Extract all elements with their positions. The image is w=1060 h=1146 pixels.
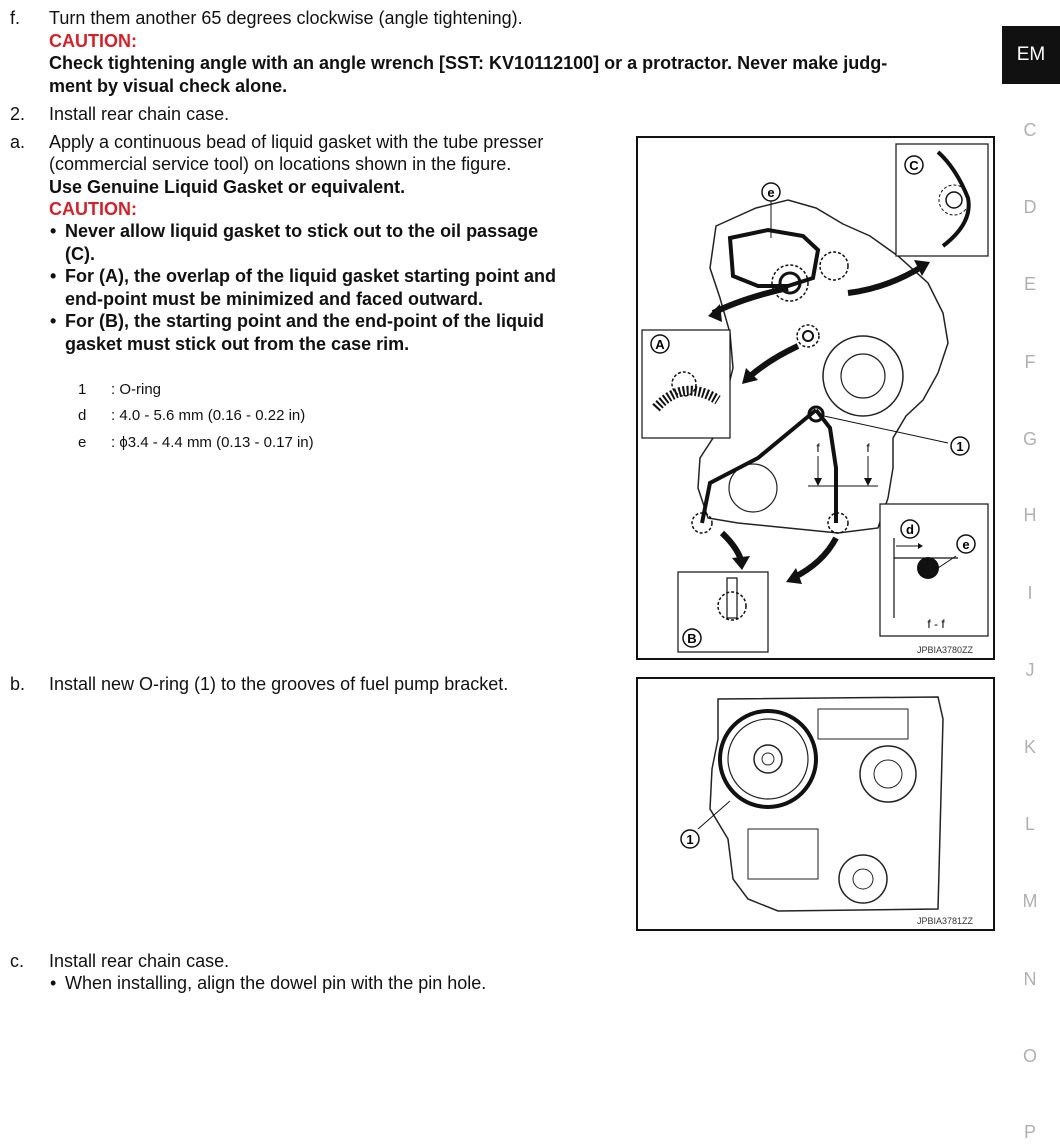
figure-o-ring	[636, 677, 995, 931]
gasket-diagram	[638, 138, 993, 658]
bullet-3-line2: gasket must stick out from the case rim.	[65, 334, 410, 354]
step-a-line1: Apply a continuous bead of liquid gasket with the tube presser	[49, 132, 544, 152]
side-index-i[interactable]: I	[1027, 583, 1033, 603]
side-index-d[interactable]: D	[1023, 197, 1037, 217]
label-b: B	[687, 631, 697, 646]
legend-value-1: : O-ring	[111, 381, 162, 398]
figure-2-code: JPBIA3781ZZ	[916, 916, 973, 926]
step-b-marker: b.	[10, 674, 26, 694]
side-index-p[interactable]: P	[1023, 1122, 1036, 1142]
label-d: d	[906, 522, 914, 537]
bullet-1-line1: Never allow liquid gasket to stick out to the oil passage	[65, 221, 539, 241]
step-a-caution-label: CAUTION:	[49, 199, 137, 219]
legend-value-e: : ϕ3.4 - 4.4 mm (0.13 - 0.17 in)	[111, 434, 314, 451]
side-index-l[interactable]: L	[1024, 814, 1035, 834]
side-index-o[interactable]: O	[1022, 1046, 1037, 1066]
side-index-k[interactable]: K	[1023, 737, 1036, 757]
side-index-f[interactable]: F	[1024, 352, 1036, 372]
step-b-text: Install new O-ring (1) to the grooves of fuel pump bracket.	[49, 674, 509, 694]
label-a: A	[655, 337, 665, 352]
step-c-text: Install rear chain case.	[49, 951, 230, 971]
side-index-j[interactable]: J	[1025, 660, 1035, 680]
label-c: C	[909, 158, 919, 173]
legend-key-d: d	[78, 407, 87, 424]
figure-liquid-gasket	[636, 136, 995, 660]
step-2-text: Install rear chain case.	[49, 104, 230, 124]
step-a-bold-line: Use Genuine Liquid Gasket or equivalent.	[49, 177, 406, 197]
side-index-c[interactable]: C	[1023, 120, 1037, 140]
engine-diagram	[638, 679, 993, 929]
legend-value-d: : 4.0 - 5.6 mm (0.16 - 0.22 in)	[111, 407, 306, 424]
bullet-2-mark: •	[50, 266, 57, 286]
legend-key-1: 1	[78, 381, 87, 398]
step-a-line2: (commercial service tool) on locations shown in the figure.	[49, 154, 512, 174]
section-tab-em[interactable]: EM	[1002, 26, 1060, 84]
bullet-3-mark: •	[50, 311, 57, 331]
label-1-fig2: 1	[686, 832, 694, 847]
legend-key-e: e	[78, 434, 87, 451]
side-index-m[interactable]: M	[1022, 891, 1038, 911]
step-c-bullet: •	[50, 973, 57, 993]
label-1: 1	[956, 439, 964, 454]
step-2-marker: 2.	[10, 104, 26, 124]
step-a-marker: a.	[10, 132, 26, 152]
label-f-f: f - f	[927, 617, 945, 631]
label-f-right: f	[866, 441, 870, 455]
bullet-1-line2: (C).	[65, 244, 95, 264]
step-f-caution-line2: ment by visual check alone.	[49, 76, 288, 96]
bullet-3-line1: For (B), the starting point and the end-point of the liquid	[65, 311, 544, 331]
step-f-text: Turn them another 65 degrees clockwise (angle tightening).	[49, 8, 523, 28]
step-f-marker: f.	[10, 8, 21, 28]
step-f-caution-line1: Check tightening angle with an angle wrench [SST: KV10112100] or a protractor. Never make judg-	[49, 53, 888, 73]
bullet-2-line1: For (A), the overlap of the liquid gasket starting point and	[65, 266, 557, 286]
step-c-sub: When installing, align the dowel pin with the pin hole.	[65, 973, 487, 993]
step-f-caution-label: CAUTION:	[49, 31, 137, 51]
side-index-n[interactable]: N	[1023, 969, 1037, 989]
side-index-e[interactable]: E	[1023, 274, 1036, 294]
bullet-2-line2: end-point must be minimized and faced outward.	[65, 289, 484, 309]
label-f-left: f	[816, 441, 820, 455]
side-index-g[interactable]: G	[1022, 429, 1037, 449]
label-e-inset: e	[962, 537, 970, 552]
step-c-marker: c.	[10, 951, 25, 971]
bullet-1-mark: •	[50, 221, 57, 241]
label-e-top: e	[767, 185, 775, 200]
figure-1-code: JPBIA3780ZZ	[916, 645, 973, 655]
side-index-h[interactable]: H	[1023, 505, 1037, 525]
